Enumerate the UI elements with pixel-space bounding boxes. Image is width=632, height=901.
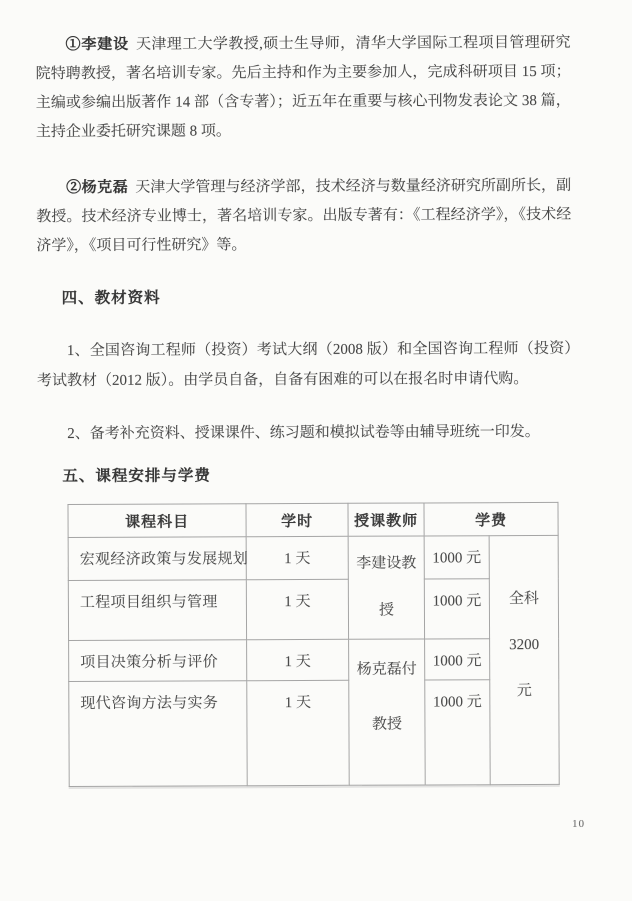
- course-cell: 工程项目组织与管理: [68, 580, 246, 641]
- column-header-hours: 学时: [246, 503, 348, 536]
- course-cell: 项目决策分析与评价: [69, 640, 247, 682]
- fee-cell: 1000 元: [424, 579, 489, 639]
- table-row: [68, 578, 558, 640]
- instructor-1-paragraph: [35, 29, 571, 147]
- instructor-2-bio: 天津大学管理与经济学部，技术经济与数量经济研究所副所长，副教授。技术经济专业博士，著名培训专家。出版专著有：《工程经济学》，《技术经济学》，《项目可行性研究》等。: [36, 177, 572, 255]
- materials-item-2: 2、备考补充资料、授课课件、练习题和模拟试卷等由辅导班统一印发。: [67, 423, 540, 443]
- materials-item-1: 1、全国咨询工程师（投资）考试大纲（2008 版）和全国咨询工程师（投资）考试教材（2012 版）。由学员自备，自备有困难的可以在报名时申请代购。: [36, 340, 572, 390]
- column-header-teacher: 授课教师: [348, 503, 424, 536]
- instructor-1-bio: 天津理工大学教授,硕士生导师，清华大学国际工程项目管理研究院特聘教授，著名培训专家。先后主持和作为主要参加人，完成科研项目 15 项；主编或参编出版著作 14 部（含专著）；近五年在重要与核心刊物发表论文 38 篇，主持企业委托研究课题 8 项。: [35, 34, 571, 141]
- column-header-course: 课程科目: [68, 504, 246, 538]
- hours-cell: 1 天: [246, 579, 348, 639]
- table-row: [68, 535, 558, 580]
- teacher-cell: 杨克磊付教授: [349, 639, 426, 785]
- schedule-section-heading: 五、课程安排与学费: [62, 467, 211, 486]
- fee-cell: 1000 元: [425, 639, 490, 680]
- hours-cell: 1 天: [247, 639, 349, 680]
- page-content: [35, 0, 573, 787]
- instructor-2-paragraph: [36, 172, 571, 261]
- course-cell: 宏观经济政策与发展规划: [68, 537, 246, 581]
- package-fee-cell: 全科 3200 元: [489, 535, 559, 784]
- instructor-1-name: ①李建设: [65, 36, 130, 54]
- fee-cell: 1000 元: [425, 680, 490, 785]
- table-row: [69, 679, 559, 786]
- page-number: 10: [572, 818, 585, 830]
- fee-cell: 1000 元: [424, 536, 489, 579]
- hours-cell: 1 天: [247, 680, 349, 785]
- instructor-2-name: ②杨克磊: [66, 179, 129, 197]
- materials-section-heading: 四、教材资料: [61, 289, 161, 308]
- hours-cell: 1 天: [246, 536, 348, 579]
- column-header-fee: 学费: [424, 502, 558, 536]
- course-cell: 现代咨询方法与实务: [69, 681, 247, 787]
- table-row: [69, 638, 559, 681]
- teacher-cell: 李建设教授: [348, 536, 424, 639]
- table-header-row: [68, 502, 558, 537]
- course-fee-table: [67, 502, 559, 787]
